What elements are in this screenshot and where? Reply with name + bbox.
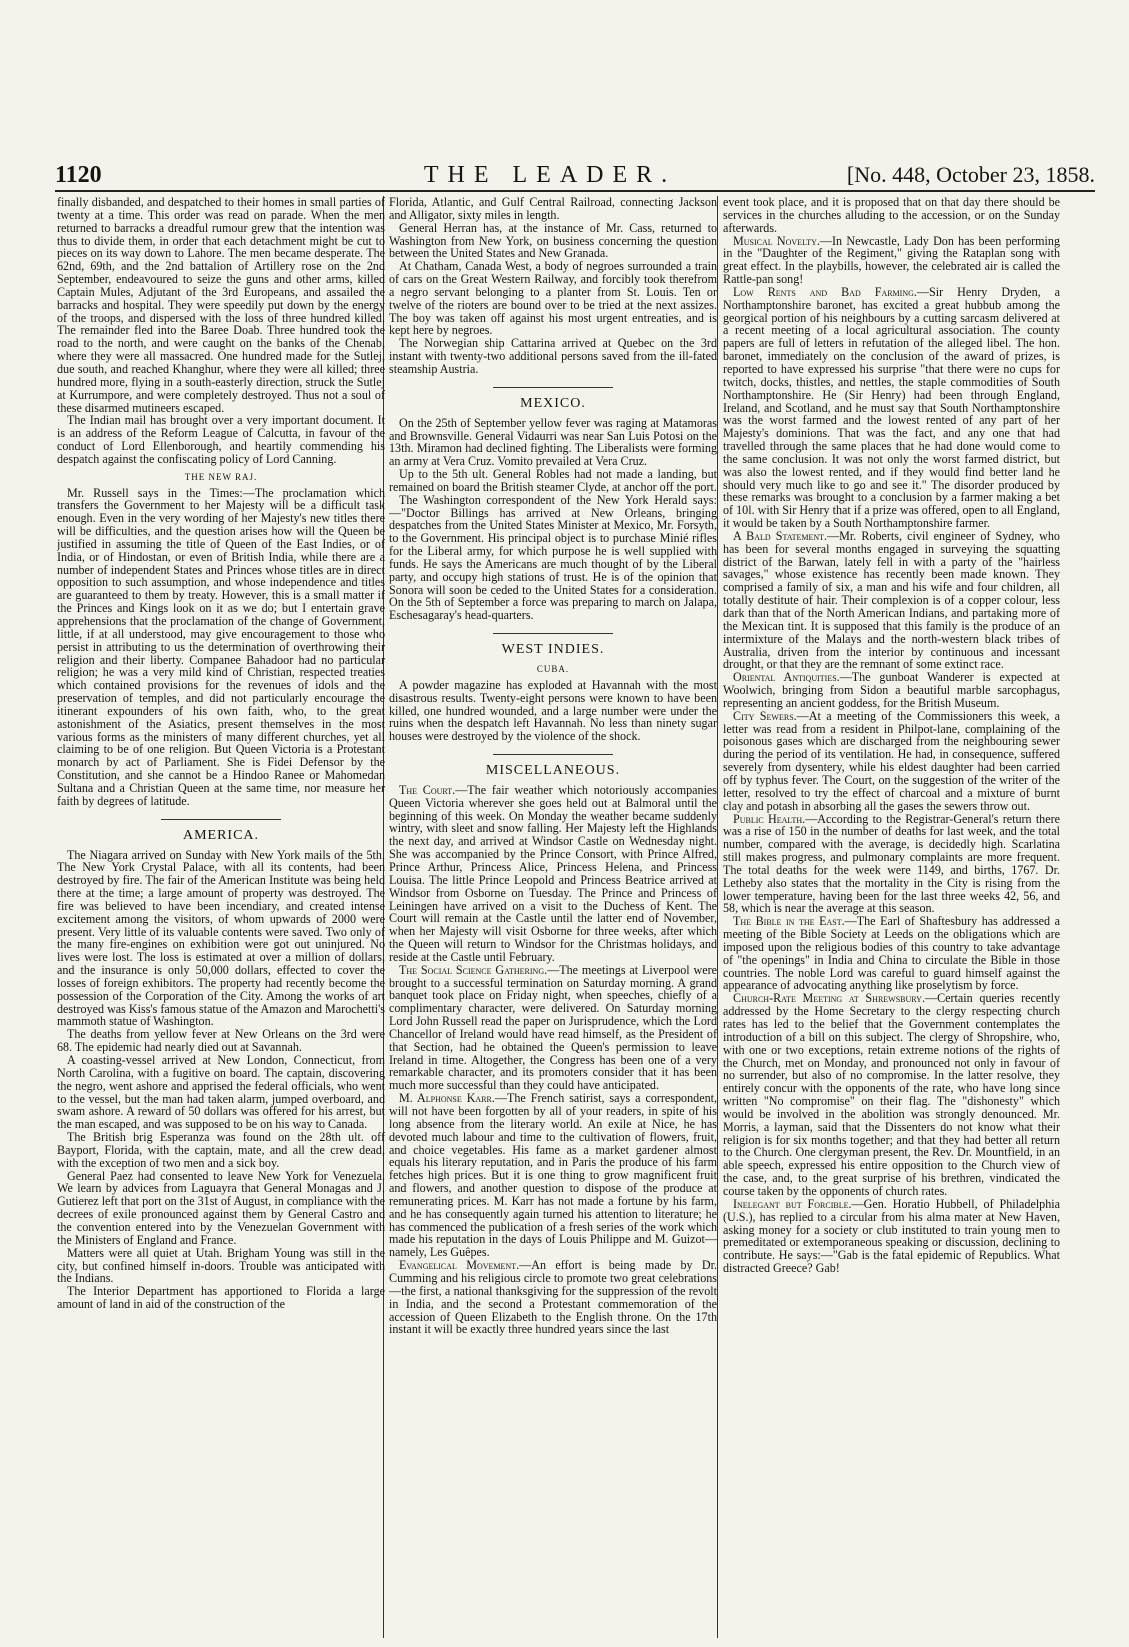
item-title: The Social Science Gathering. [399,962,548,977]
item-text: —The gunboat Wanderer is expected at Woolwich, bringing from Sidon a beautiful marble sarcophagus, representing an ancient goddess, for the British Museum. [723,670,1060,710]
masthead-rule [55,190,1095,192]
paragraph: The deaths from yellow fever at New Orleans on the 3rd were 68. The epidemic had nearly died out at Savannah. [57,1027,385,1055]
section-rule [493,387,613,388]
paragraph [723,530,1060,671]
paragraph [723,235,1060,286]
paragraph: Mr. Russell says in the Times:—The proclamation which transfers the Government to her Majesty will be a difficult task enough. Even in the very wording of her Majesty's new titles there will be difficulties, and the question arises how will the Queen be justified in assuming the title of Queen of the East Indies, or of India, or of Hindostan, or even of British India, while there are a number of independent States and Princes whose titles are in direct opposition to such assumption, and whose independence and titles are guaranteed to them by treaty. However, this is a small matter if the Princes and Kings look on it as we do; but I entertain grave apprehensions that the proclamation of the change of Government, little, if at all understood, may give encouragement to those who persist in attributing to us the determination of overthrowing their religion and their liberty. Companee Bahadoor had no particular religion; he was a very mild kind of Christian, respected treaties which contained provisions for the revenues of idols and the preservation of temples, and did not particularly encourage the itinerant expounders of his own faith, who, to the great astonishment of the Asiatics, present themselves in the most various forms as the ministers of many different churches, yet all claiming to be of one religion. But Queen Victoria is a Protestant monarch by act of Parliament. She is Fidei Defensor by the Constitution, and she cannot be a Hindoo Ranee or Mahomedan Sultana and a Christian Queen at the same time, nor measure her faith by degrees of latitude. [57,485,385,808]
column-3 [723,196,1060,1641]
item-title: M. Alphonse Karr. [399,1091,495,1106]
paragraph: At Chatham, Canada West, a body of negroes surrounded a train of cars on the Great Western Railway, and forcibly took therefrom a negro servant belonging to a planter from St. Louis. Ten or twelve of the rioters are bound over to be tried at the next assizes. The boy was taken off against his most urgent entreaties, and is kept here by negroes. [389,259,717,338]
paragraph [723,915,1060,992]
item-text: —Certain queries recently addressed by the Home Secretary to the clergy respecting church rates has led to the belief that the Government contemplates the introduction of a bill on this subject. The clergy of Shropshire, who, with one or two exceptions, retain extreme notions of the rights of the Church, met on Monday, and pronounced not only in favour of no surrender, but also of no compromise. In the latter resolve, they entirely concur with the opponents of the rate, who have long since written "No compromise" on their flag. The "dishonesty" which would be involved in the abolition was strongly denounced. Mr. Morris, a layman, said that the Dissenters do not know what their religion is for six months together; and that they had better all return to the Church. One clergyman present, the Rev. Dr. Mountfield, in an able speech, expressed his entire opposition to the Church view of the case, and, to the great surprise of his brethren, vindicated the course taken by the opponents of church rates. [723,991,1060,1198]
paragraph: The Norwegian ship Cattarina arrived at Quebec on the 3rd instant with twenty-two additional persons saved from the ill-fated steamship Austria. [389,336,717,376]
item-text: —At a meeting of the Commissioners this week, a letter was read from a resident in Philpot-lane, complaining of the poisonous gases which are discharged from the neighbouring sewer during the period of its ventilation. He had, in consequence, suffered severely from dysentery, while his eldest daughter had been carried off by typhus fever. The Court, on the suggestion of the writer of the letter, resolved to try the effect of charcoal and a mixture of burnt clay and potash in absorbing all the gases the sewers throw out. [723,708,1060,813]
paragraph [389,1092,717,1259]
paragraph: The Interior Department has apportioned to Florida a large amount of land in aid of the construction of the [57,1284,385,1312]
section-heading-west-indies: WEST INDIES. [501,642,605,658]
paragraph: A powder magazine has exploded at Havannah with the most disastrous results. Twenty-eight persons were known to have been killed, one hundred wounded, and a large number were under the ruins when the despatch left Havannah. No less than ninety sugar houses were destroyed by the violence of the shock. [389,677,717,744]
paragraph: Up to the 5th ult. General Robles had not made a landing, but remained on board the British steamer Clyde, at anchor off the port. [389,467,717,494]
paragraph: finally disbanded, and despatched to their homes in small parties of twenty at a time. This order was read on parade. When the men returned to barracks a dreadful rumour grew that the intention was thus to divide them, in order that each detachment might be cut to pieces on its way down to Lahore. The men became desperate. The 62nd, 69th, and the 2nd battalion of Artillery rose on the 2nd September, endeavoured to seize the guns and other arms, killed Captain Mules, Adjutant of the 3rd Europeans, and assailed the barracks and hospital. They were speedily put down by the energy of the troops, and dispersed with the loss of three hundred killed. The remainder fled into the Baree Doab. Three hundred took the road to the north, and were caught on the banks of the Chenab, where they were all massacred. One hundred made for the Sutlej, due south, and reached Khanghur, where they were all killed; three hundred more, flying in a south-easterly direction, struck the Sutlej at Kurrumpore, and were completely destroyed. Thus not a soul of these disarmed mutineers escaped. [57,196,385,415]
column-2 [389,196,717,1641]
item-text: —Mr. Roberts, civil engineer of Sydney, who has been for several months engaged in surveying the squatting district of the Barwan, lately fell in with a party of the "hairless savages," whose existence has recently been made known. They comprised a family of six, a man and his wife and four children, all totally destitute of hair. Their complexion is of a copper colour, less dark than that of the North American Indians, and partaking more of the Mexican tint. It is supposed that this family is the produce of an intermixture of the Malays and the north-western black tribes of Australia, driven from the interior by continuous and incessant drought, or that they are the remnant of some extinct race. [723,528,1060,672]
item-title: Oriental Antiquities. [733,670,840,685]
paragraph [723,813,1060,916]
item-text: —The fair weather which notoriously accompanies Queen Victoria wherever she goes held out at Balmoral until the beginning of this week. On Monday the weather became suddenly wintry, with sleet and snow falling. Her Majesty left the Highlands the next day, and arrived at Windsor Castle on Wednesday night. She was accompanied by the Prince Consort, with Prince Alfred, Prince Arthur, Princess Alice, Princess Helena, and Princess Louisa. The little Prince Leopold and Princess Beatrice arrived at Windsor from Osborne on Tuesday. The Prince and Princess of Leiningen have arrived on a visit to the Duchess of Kent. The Court will remain at the Castle until the latter end of November, when her Majesty will visit Osborne for three weeks, after which the Queen will return to Windsor for the Christmas holidays, and reside at the Castle until February. [389,782,717,964]
paragraph: A coasting-vessel arrived at New London, Connecticut, from North Carolina, with a fugitive on board. The captain, discovering the negro, went ashore and apprised the federal officials, who went to the vessel, but the man had taken alarm, jumped overboard, and swam ashore. A reward of 50 dollars was offered for his arrest, but the man escaped, and was supposed to be on his way to Canada. [57,1053,385,1132]
paragraph [389,1259,717,1336]
issue-date: [No. 448, October 23, 1858. [846,162,1095,187]
item-title: Inelegant but Forcible. [733,1196,852,1211]
paragraph: event took place, and it is proposed that on that day there should be services in the churches alluding to the accession, or on the Sunday afterwards. [723,196,1060,235]
item-title: Evangelical Movement. [399,1258,520,1273]
item-text: —In Newcastle, Lady Don has been performing in the "Daughter of the Regiment," giving the Rataplan song with great effect. In the playbills, however, the celebrated air is called the Rattle-pan song! [723,233,1060,287]
paragraph [723,992,1060,1198]
item-title: Musical Novelty. [733,233,820,248]
paragraph [723,286,1060,530]
paragraph [389,964,717,1092]
section-heading-america: AMERICA. [182,827,260,843]
item-title: City Sewers. [733,708,797,723]
paragraph [723,710,1060,813]
subheading-cuba: CUBA. [536,664,570,674]
page-number: 1120 [55,162,102,188]
item-text: —Gen. Horatio Hubbell, of Philadelphia (U.S.), has replied to a circular from his alma mater at New Haven, asking money for a society or club instituted to train young men to premeditated or extemporaneous speaking or discussion, declining to contribute. He says:—"Gab is the fatal epidemic of Republics. What distracted Greece? Gab! [723,1196,1060,1276]
masthead [55,162,1095,188]
column-1 [57,196,385,1641]
newspaper-title: THE LEADER. [423,162,677,188]
item-text: —According to the Registrar-General's return there was a rise of 150 in the number of deaths for last week, and the total number, compared with the average, is decidedly high. Scarlatina still makes progress, and pulmonary complaints are more frequent. The total deaths for the week were 1149, and births, 1767. Dr. Letheby also states that the mortality in the City is rising from the lower temperature, having been for the last three weeks 42, 56, and 58, which is near the average at this season. [723,811,1060,916]
item-title: The Court. [399,782,456,797]
item-text: —An effort is being made by Dr. Cumming and his religious circle to promote two great celebrations—the first, a national thanksgiving for the suppression of the revolt in India, and the second a Protestant commemoration of the accession of Queen Elizabeth to the English throne. On the 17th instant it will be exactly three hundred years since the last [389,1258,717,1337]
item-title: Low Rents and Bad Farming. [733,284,917,299]
paragraph: Matters were all quiet at Utah. Brigham Young was still in the city, but confined himself in-doors. Trouble was anticipated with the Indians. [57,1245,385,1286]
paragraph: The Washington correspondent of the New York Herald says:—"Doctor Billings has arrived at New Orleans, bringing despatches from the United States Minister at Mexico, Mr. Forsyth, to the Government. His principal object is to purchase Minié rifles for the Liberal army, for which purpose he is well supplied with funds. He says the Americans are much thought of by the Liberal party, and occupy high stations of trust. He is of the opinion that Sonora will soon be ceded to the United States for a consideration. On the 5th of September a force was preparing to march on Jalapa, Eschesagaray's head-quarters. [389,492,717,623]
item-text: —Sir Henry Dryden, a Northamptonshire baronet, has excited a great hubbub among the georgical portion of his neighbours by a cutting sarcasm delivered at a recent meeting of a local agricultural association. The county papers are full of letters in refutation of the alleged libel. The hon. baronet, immediately on the conclusion of the award of prizes, is reported to have expressed his surprise "that there were no cups for twitch, docks, thistles, and nettles, the staple commodities of South Northamptonshire. He (Sir Henry) had been through England, Ireland, and Scotland, and he must say that South Northamptonshire was the worst farmed and the lowest rented of any part of her Majesty's dominions. That was the fact, and any one that had travelled through the same places that he had done would come to the same conclusion. It was not only the worst farmed district, but was also the lowest rented, and if they would find better land he should very much like to go and see it." The disorder produced by these remarks was brought to a conclusion by a farmer making a bet of 10l. with Sir Henry that if a prize was offered, open to all England, it would be taken by a South Northamptonshire farmer. [723,284,1060,531]
item-title: Public Health. [733,811,806,826]
paragraph: Florida, Atlantic, and Gulf Central Railroad, connecting Jackson and Alligator, sixty miles in length. [389,196,717,222]
paragraph [389,784,717,964]
item-text: —The French satirist, says a correspondent, will not have been forgotten by all of your readers, in spite of his long absence from the literary world. An exile at Nice, he has devoted much labour and time to the cultivation of flowers, fruit, and choice vegetables. His fame as a market gardener almost equals his literary reputation, and in Paris the produce of his farm fetches high prices. But it is one thing to grow magnificent fruit and flowers, and another question to dispose of the produce at remunerating prices. M. Karr has not made a fortune by his farm, and he has consequently again turned his attention to literature; he has commenced the publication of a fresh series of the work which made his reputation in the days of Louis Philippe and M. Guizot—namely, Les Guêpes. [389,1091,717,1260]
item-title: A Bald Statement. [733,528,828,543]
column-divider [717,196,718,1638]
item-text: —The Earl of Shaftesbury has addressed a meeting of the Bible Society at Leeds on the obligations which are imposed upon the religious bodies of this country to take advantage of "the openings" in India and China to circulate the Bible in those countries. The noble Lord was careful to guard himself against the appearance of advocating anything like proselytism by force. [723,914,1060,993]
paragraph: On the 25th of September yellow fever was raging at Matamoras and Brownsville. General Vidaurri was near San Luis Potosi on the 13th. Miramon had declined fighting. The Liberalists were forming an army at Vera Cruz. Vomito prevailed at Vera Cruz. [389,415,717,469]
section-heading-miscellaneous: MISCELLANEOUS. [485,763,621,779]
section-rule [161,819,281,820]
subheading-new-raj: THE NEW RAJ. [184,471,258,482]
paragraph: General Herran has, at the instance of Mr. Cass, returned to Washington from New York, on business concerning the question between the United States and New Granada. [389,220,717,261]
item-text: —The meetings at Liverpool were brought to a successful termination on Saturday morning. A grand banquet took place on Friday night, when speeches, chiefly of a complimentary character, were delivered. On Saturday morning Lord John Russell read the paper on Jurisprudence, which the Lord Chancellor of Ireland would have read himself, as the President of that Section, had he obtained the Queen's permission to leave Ireland in time. Altogether, the Congress has been one of a very remarkable character, and its promoters consider that it has been much more successful than they could have anticipated. [389,962,717,1093]
paragraph [723,1198,1060,1275]
section-rule [493,633,613,634]
paragraph: The Niagara arrived on Sunday with New York mails of the 5th. The New York Crystal Palace, with all its contents, had been destroyed by fire. The fair of the American Institute was being held there at the time; a large amount of property was destroyed. The fire was believed to have been incendiary, and created intense excitement among the visitors, of whom upwards of 2000 were present. Very little of its valuable contents were saved. Two only of the many fire-engines on exhibition were got out uninjured. No lives were lost. The loss is estimated at over a million of dollars, and the insurance is only 50,000 dollars, effected to cover the losses of foreign exhibitors. The property had recently become the possession of the Corporation of the City. Among the works of art destroyed was Kiss's famous statue of the Amazon and Marochetti's mammoth statue of Washington. [57,847,385,1029]
item-title: The Bible in the East. [733,914,845,929]
paragraph: General Paez had consented to leave New York for Venezuela. We learn by advices from Laguayra that General Monagas and J. Gutierez left that port on the 31st of August, in compliance with the decrees of exile pronounced against them by General Castro and the convention entered into by the Venezuelan Government with the Ministers of England and France. [57,1168,385,1247]
item-title: Church-Rate Meeting at Shrewsbury. [733,991,925,1006]
paragraph [723,671,1060,710]
paragraph: The Indian mail has brought over a very important document. It is an address of the Reform League of Calcutta, in favour of the conduct of Lord Ellenborough, and heartily commending his despatch against the confiscating policy of Lord Canning. [57,413,385,466]
section-rule [493,754,613,755]
section-heading-mexico: MEXICO. [520,395,586,411]
paragraph: The British brig Esperanza was found on the 28th ult. off Bayport, Florida, with the captain, mate, and all the crew dead, with the exception of two men and a sick boy. [57,1130,385,1170]
